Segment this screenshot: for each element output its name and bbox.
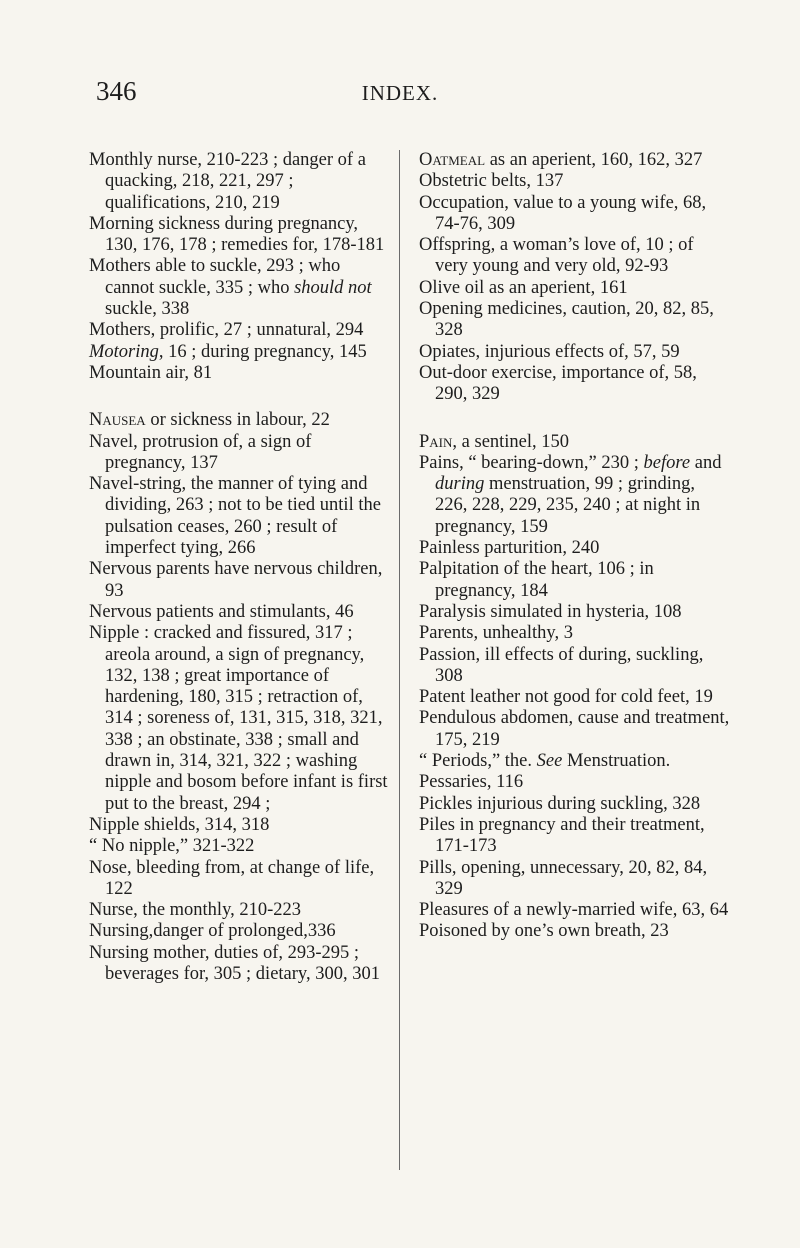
index-entry bbox=[89, 858, 393, 901]
index-entry bbox=[89, 900, 393, 921]
index-entry-text: during bbox=[435, 474, 485, 495]
index-entry bbox=[419, 815, 730, 858]
index-entry-text: Painless parturition, 240 bbox=[419, 538, 600, 559]
index-entry-text: Opening medicines, caution, 20, 82, 85, 328 bbox=[419, 299, 714, 341]
index-entry-text: Patent leather not good for cold feet, 19 bbox=[419, 687, 713, 708]
letter-section-gap bbox=[419, 406, 730, 432]
index-entry bbox=[419, 921, 730, 942]
index-entry-text: Obstetric belts, 137 bbox=[419, 171, 564, 192]
index-entry-text: Pessaries, 116 bbox=[419, 772, 524, 793]
index-entry-text: Nose, bleeding from, at change of life, 122 bbox=[89, 857, 375, 899]
index-entry bbox=[419, 278, 730, 299]
index-entry-text: Monthly nurse, 210-223 ; danger of a quacking, 218, 221, 297 ; qualifications, 210, 219 bbox=[89, 150, 366, 213]
index-entry bbox=[419, 453, 730, 538]
index-entry bbox=[419, 363, 730, 406]
index-entry-text: Mothers, prolific, 27 ; unnatural, 294 bbox=[89, 320, 364, 341]
index-entry bbox=[419, 559, 730, 602]
index-column-left bbox=[89, 150, 393, 985]
index-entry-text: or sickness in labour, 22 bbox=[145, 410, 330, 431]
index-entry bbox=[419, 772, 730, 793]
index-entry bbox=[89, 150, 393, 214]
letter-section-gap bbox=[89, 384, 393, 410]
index-entry bbox=[89, 432, 393, 475]
index-entry bbox=[89, 836, 393, 857]
index-entry-text: Pains, “ bearing-down,” 230 ; bbox=[419, 452, 644, 473]
index-entry-text: Nipple : cracked and fissured, 317 ; areola around, a sign of pregnancy, 132, 138 ; great importance of hardening, 180, 315 ; retraction of, 314 ; soreness of, 131, 315, 318, 321, 338 ; an obstinate, 338 ; small and drawn in, 314, 321, 322 ; washing nipple and bosom before infant is first put to the breast, 294 ; bbox=[89, 623, 388, 814]
index-entry bbox=[89, 623, 393, 815]
index-entry-text: Nursing mother, duties of, 293-295 ; beverages for, 305 ; dietary, 300, 301 bbox=[89, 942, 380, 984]
index-entry-text: Navel-string, the manner of tying and dividing, 263 ; not to be tied until the pulsation ceases, 260 ; result of imperfect tying, 266 bbox=[89, 474, 381, 559]
index-entry-text: Nervous parents have nervous children, 93 bbox=[89, 559, 383, 601]
index-entry bbox=[89, 320, 393, 341]
page-header bbox=[0, 76, 800, 112]
index-entry-text: Motoring bbox=[89, 341, 159, 362]
index-entry bbox=[419, 645, 730, 688]
index-entry-text: Piles in pregnancy and their treatment, 171-173 bbox=[419, 814, 705, 857]
index-column-right bbox=[419, 150, 730, 943]
index-entry-text: Passion, ill effects of during, suckling, 308 bbox=[419, 644, 704, 686]
index-entry bbox=[419, 150, 730, 171]
index-entry-text: Nervous patients and stimulants, 46 bbox=[89, 601, 354, 622]
index-entry bbox=[419, 623, 730, 644]
index-entry-text: “ Periods,” the. bbox=[419, 751, 537, 772]
index-entry-text: Opiates, injurious effects of, 57, 59 bbox=[419, 341, 680, 362]
index-entry bbox=[89, 214, 393, 257]
index-entry-text: Pain bbox=[419, 431, 453, 452]
index-entry-text: Nursing,danger of prolonged,336 bbox=[89, 921, 336, 942]
index-entry-text: Nausea bbox=[89, 410, 146, 431]
index-entry bbox=[89, 559, 393, 602]
index-entry-text: Nurse, the monthly, 210-223 bbox=[89, 900, 302, 921]
index-entry bbox=[89, 342, 393, 363]
index-entry-text: “ No nipple,” 321-322 bbox=[89, 836, 255, 857]
index-entry bbox=[419, 687, 730, 708]
index-entry bbox=[419, 858, 730, 901]
index-entry-text: suckle, 338 bbox=[105, 299, 190, 320]
index-entry bbox=[89, 602, 393, 623]
index-entry-text: Palpitation of the heart, 106 ; in pregnancy, 184 bbox=[419, 559, 654, 601]
index-entry-text: Oatmeal bbox=[419, 150, 486, 170]
index-entry-text: Nipple shields, 314, 318 bbox=[89, 814, 270, 835]
index-entry bbox=[419, 900, 730, 921]
index-entry bbox=[419, 299, 730, 342]
index-entry-text: Pickles injurious during suckling, 328 bbox=[419, 793, 701, 814]
column-divider bbox=[399, 150, 400, 1170]
index-entry bbox=[419, 538, 730, 559]
index-entry bbox=[89, 815, 393, 836]
index-entry bbox=[89, 363, 393, 384]
index-entry-text: menstruation, 99 ; grinding, 226, 228, 229, 235, 240 ; at night in pregnancy, 159 bbox=[435, 474, 701, 537]
page-number: 346 bbox=[96, 76, 137, 106]
index-entry-text: Olive oil as an aperient, 161 bbox=[419, 277, 628, 298]
index-entry-text: Morning sickness during pregnancy, 130, 176, 178 ; remedies for, 178-181 bbox=[89, 213, 385, 256]
index-entry-text: Menstruation. bbox=[562, 751, 671, 772]
index-entry bbox=[419, 432, 730, 453]
index-entry-text: Occupation, value to a young wife, 68, 74-76, 309 bbox=[419, 192, 707, 234]
index-entry-text: Pendulous abdomen, cause and treatment, 175, 219 bbox=[419, 708, 730, 750]
index-entry bbox=[89, 921, 393, 942]
index-entry bbox=[419, 235, 730, 278]
index-entry bbox=[89, 410, 393, 431]
index-entry-text: and bbox=[690, 452, 722, 473]
index-entry bbox=[419, 751, 730, 772]
index-entry-text: , a sentinel, 150 bbox=[452, 431, 570, 452]
running-title: INDEX. bbox=[361, 81, 439, 105]
index-entry-text: , 16 ; during pregnancy, 145 bbox=[158, 341, 367, 362]
index-entry bbox=[419, 602, 730, 623]
index-entry-text: as an aperient, 160, 162, 327 bbox=[485, 150, 703, 170]
index-entry-text: Out-door exercise, importance of, 58, 290, 329 bbox=[419, 362, 697, 405]
index-entry bbox=[419, 708, 730, 751]
index-entry bbox=[89, 256, 393, 320]
index-entry-text: Mountain air, 81 bbox=[89, 362, 213, 383]
index-entry bbox=[419, 193, 730, 236]
index-entry-text: Poisoned by one’s own breath, 23 bbox=[419, 921, 669, 942]
index-entry-text: Parents, unhealthy, 3 bbox=[419, 623, 573, 644]
index-entry-text: Mothers able to suckle, 293 ; who cannot suckle, 335 ; who bbox=[89, 256, 341, 298]
index-entry-text: Paralysis simulated in hysteria, 108 bbox=[419, 601, 682, 622]
index-entry-text: Pleasures of a newly-married wife, 63, 64 bbox=[419, 900, 729, 921]
index-entry-text: before bbox=[643, 452, 691, 473]
index-entry-text: See bbox=[536, 751, 563, 772]
index-entry bbox=[419, 171, 730, 192]
index-entry bbox=[419, 794, 730, 815]
index-entry-text: Navel, protrusion of, a sign of pregnancy, 137 bbox=[89, 431, 312, 473]
index-entry bbox=[89, 943, 393, 986]
index-entry bbox=[419, 342, 730, 363]
index-entry-text: Offspring, a woman’s love of, 10 ; of very young and very old, 92-93 bbox=[419, 235, 694, 277]
index-entry bbox=[89, 474, 393, 559]
index-entry-text: Pills, opening, unnecessary, 20, 82, 84, 329 bbox=[419, 857, 708, 899]
index-entry-text: should not bbox=[294, 277, 372, 298]
